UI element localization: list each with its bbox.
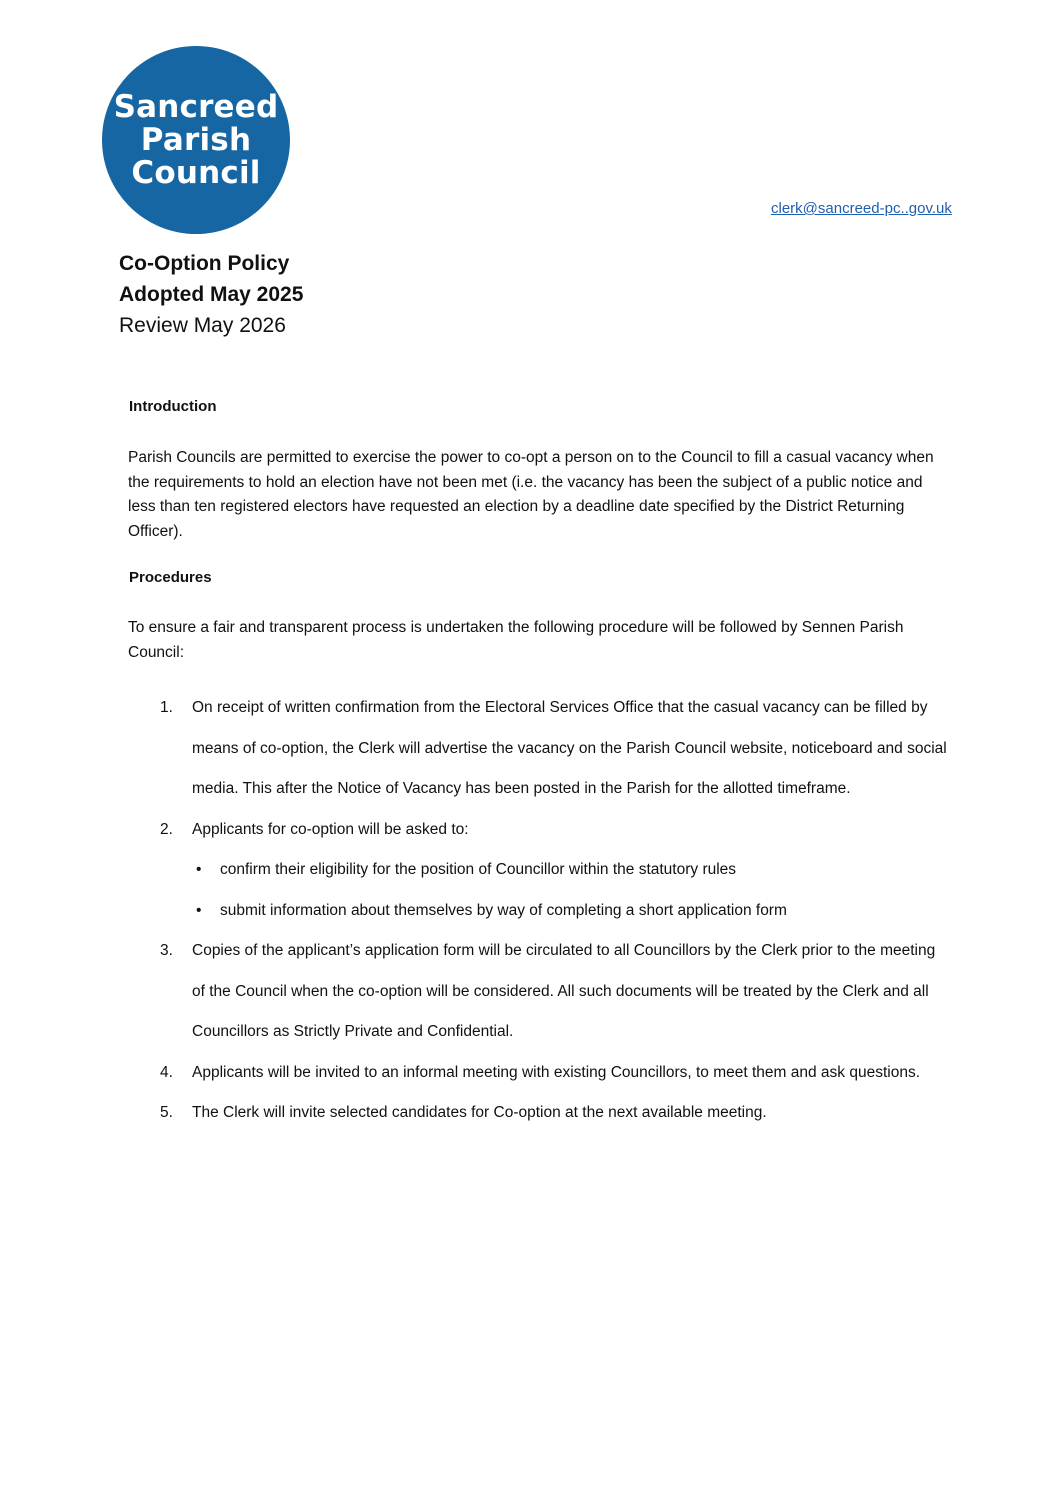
- item-text: Applicants will be invited to an informal meeting with existing Councillors, to meet them and ask questions.: [192, 1063, 921, 1081]
- bullet-text: confirm their eligibility for the position of Councillor within the statutory rules: [220, 861, 737, 878]
- bullet-text: submit information about themselves by way of completing a short application form: [220, 901, 787, 919]
- item-number: 5.: [160, 1104, 173, 1121]
- introduction-heading: Introduction: [129, 398, 217, 415]
- document-title: Co-Option Policy: [119, 252, 290, 275]
- introduction-text: Parish Councils are permitted to exercise the power to co-opt a person on to the Council to fill a casual vacancy when the requirements to hold an election have not been met (i.e. the vacancy has been the subject of a public notice and less than ten registered electors have requested an election by a deadline date specified by the District Returning Officer).: [128, 449, 934, 540]
- bullet-icon: •: [196, 861, 202, 878]
- procedures-intro: To ensure a fair and transparent process is undertaken the following procedure will be followed by Sennen Parish Council:: [128, 619, 904, 661]
- bullet-item: [160, 850, 950, 891]
- item-text: Applicants for co-option will be asked to:: [192, 820, 469, 838]
- item-text: Copies of the applicant’s application form will be circulated to all Councillors by the Clerk prior to the meeting of the Council when the co-option will be considered. All such documents will be treated by the Clerk and all Councillors as Strictly Private and Confidential.: [192, 942, 936, 1040]
- item-number: 2.: [160, 820, 173, 838]
- item-number: 1.: [160, 699, 173, 716]
- procedure-item-2: [160, 810, 950, 851]
- logo-line-1: Sancreed: [113, 88, 279, 125]
- procedure-item-1: [160, 688, 950, 810]
- bullet-item: [160, 891, 950, 932]
- clerk-email-link[interactable]: clerk@sancreed-pc..gov.uk: [771, 200, 952, 217]
- procedure-item-3: [160, 931, 950, 1053]
- item-number: 3.: [160, 942, 173, 959]
- procedures-heading: Procedures: [129, 569, 212, 586]
- item-number: 4.: [160, 1063, 173, 1081]
- item-text: The Clerk will invite selected candidates for Co-option at the next available meeting.: [192, 1104, 767, 1121]
- item-text: On receipt of written confirmation from the Electoral Services Office that the casual vacancy can be filled by means of co-option, the Clerk will advertise the vacancy on the Parish Council website, noticeboard and social media. This after the Notice of Vacancy has been posted in the Parish for the allotted timeframe.: [192, 699, 947, 797]
- logo-line-3: Council: [131, 154, 261, 191]
- document-header: [119, 248, 303, 341]
- parish-council-logo: [102, 46, 290, 234]
- review-date: Review May 2026: [119, 314, 286, 337]
- procedure-list: [160, 688, 950, 1134]
- adopted-date: Adopted May 2025: [119, 283, 304, 306]
- procedure-item-5: [160, 1093, 950, 1134]
- procedure-item-4: [160, 1053, 950, 1094]
- bullet-icon: •: [196, 901, 202, 919]
- logo-line-2: Parish: [140, 121, 252, 158]
